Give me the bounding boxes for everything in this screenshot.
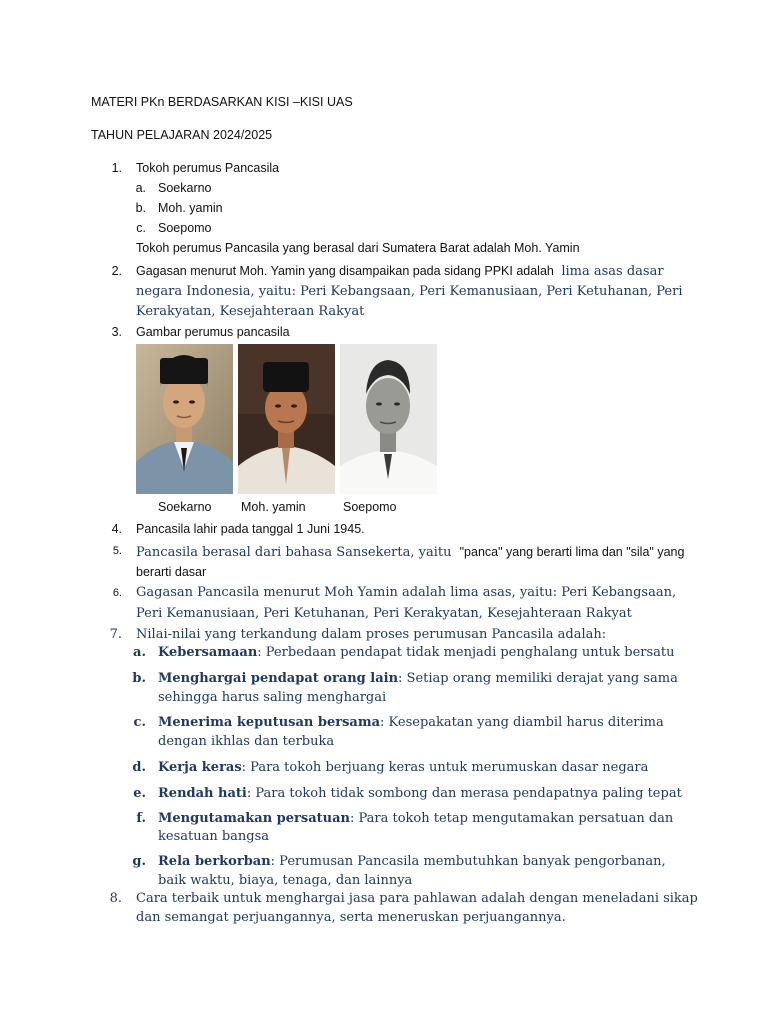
value-desc-b: : Setiap orang memiliki derajat yang sama xyxy=(398,671,678,686)
item-number-7: 7. xyxy=(109,627,122,642)
item-5-line-2: berarti dasar xyxy=(136,565,207,579)
item-2-rest: lima asas dasar xyxy=(561,264,664,279)
value-letter-b: b. xyxy=(132,671,146,686)
option-text-b: Moh. yamin xyxy=(158,201,223,215)
item-3-text: Gambar perumus pancasila xyxy=(136,325,290,339)
value-term-f: Mengutamakan persatuan xyxy=(158,811,350,826)
item-number-3: 3. xyxy=(111,325,122,339)
photo-soepomo xyxy=(340,344,437,494)
value-g xyxy=(158,854,666,869)
item-7-text: Nilai-nilai yang terkandung dalam proses perumusan Pancasila adalah: xyxy=(136,627,607,642)
value-term-b: Menghargai pendapat orang lain xyxy=(158,671,399,686)
item-4-text: Pancasila lahir pada tanggal 1 Juni 1945. xyxy=(136,522,365,536)
item-2-line-1 xyxy=(136,262,664,280)
value-desc-f: : Para tokoh tetap mengutamakan persatuan dan xyxy=(349,811,674,826)
value-desc-g-cont: baik waktu, biaya, tenaga, dan lainnya xyxy=(158,873,413,888)
value-letter-e: e. xyxy=(133,786,146,801)
item-8-line-1: Cara terbaik untuk menghargai jasa para pahlawan adalah dengan meneladani sikap xyxy=(136,891,698,906)
value-e xyxy=(158,786,682,801)
value-b xyxy=(158,671,678,686)
value-desc-b-cont: sehingga harus saling menghargai xyxy=(158,690,387,705)
option-letter-a: a. xyxy=(135,181,146,195)
option-letter-c: c. xyxy=(136,221,146,235)
value-desc-f-cont: kesatuan bangsa xyxy=(158,829,270,844)
photo-soekarno xyxy=(136,344,233,494)
item-number-8: 8. xyxy=(109,891,122,906)
document-title: MATERI PKn BERDASARKAN KISI –KISI UAS xyxy=(91,95,353,109)
item-2-line-3: Kerakyatan, Kesejahteraan Rakyat xyxy=(136,304,365,319)
value-a xyxy=(158,645,675,660)
item-number-4: 4. xyxy=(111,522,122,536)
value-term-e: Rendah hati xyxy=(158,786,247,801)
value-letter-f: f. xyxy=(136,811,146,826)
item-2-line-2: negara Indonesia, yaitu: Peri Kebangsaan, Peri Kemanusiaan, Peri Ketuhanan, Peri xyxy=(136,284,683,299)
option-text-a: Soekarno xyxy=(158,181,212,195)
value-desc-c-cont: dengan ikhlas dan terbuka xyxy=(158,734,335,749)
item-5-line-1 xyxy=(136,543,684,561)
item-number-5: 5. xyxy=(112,545,122,557)
value-c xyxy=(158,715,664,730)
value-term-g: Rela berkorban xyxy=(158,854,271,869)
caption-soepomo: Soepomo xyxy=(343,500,397,514)
value-letter-c: c. xyxy=(133,715,146,730)
item-2-lead: Gagasan menurut Moh. Yamin yang disampaikan pada sidang PPKI adalah xyxy=(136,264,558,278)
value-desc-d: : Para tokoh berjuang keras untuk merumuskan dasar negara xyxy=(241,760,649,775)
item-number-2: 2. xyxy=(111,264,122,278)
value-letter-a: a. xyxy=(133,645,146,660)
value-term-c: Menerima keputusan bersama xyxy=(158,715,381,730)
photo-moh-yamin xyxy=(238,344,335,494)
item-number-6: 6. xyxy=(112,587,122,599)
school-year: TAHUN PELAJARAN 2024/2025 xyxy=(91,128,273,142)
item-number-1: 1. xyxy=(111,161,122,175)
item-6-line-2: Peri Kemanusiaan, Peri Ketuhanan, Peri Kerakyatan, Kesejahteraan Rakyat xyxy=(136,606,632,621)
value-letter-g: g. xyxy=(132,854,146,869)
item-1-note: Tokoh perumus Pancasila yang berasal dari Sumatera Barat adalah Moh. Yamin xyxy=(136,241,580,255)
item-5-lead: Pancasila berasal dari bahasa Sansekerta, yaitu xyxy=(136,545,456,560)
value-desc-c: : Kesepakatan yang diambil harus diterima xyxy=(380,715,664,730)
value-term-a: Kebersamaan xyxy=(158,645,258,660)
caption-soekarno: Soekarno xyxy=(158,500,212,514)
value-desc-e: : Para tokoh tidak sombong dan merasa pendapatnya paling tepat xyxy=(246,786,682,801)
option-text-c: Soepomo xyxy=(158,221,212,235)
item-6-line-1: Gagasan Pancasila menurut Moh Yamin adalah lima asas, yaitu: Peri Kebangsaan, xyxy=(136,585,677,600)
value-f xyxy=(158,811,673,826)
value-term-d: Kerja keras xyxy=(158,760,242,775)
caption-moh-yamin: Moh. yamin xyxy=(241,500,306,514)
value-d xyxy=(158,760,648,775)
item-5-rest: "panca" yang berarti lima dan "sila" yang xyxy=(459,545,685,559)
value-desc-a: : Perbedaan pendapat tidak menjadi penghalang untuk bersatu xyxy=(257,645,675,660)
item-8-line-2: dan semangat perjuangannya, serta meneruskan perjuangannya. xyxy=(136,910,566,925)
value-desc-g: : Perumusan Pancasila membutuhkan banyak pengorbanan, xyxy=(270,854,666,869)
value-letter-d: d. xyxy=(132,760,146,775)
option-letter-b: b. xyxy=(135,201,146,215)
item-1-text: Tokoh perumus Pancasila xyxy=(136,161,280,175)
